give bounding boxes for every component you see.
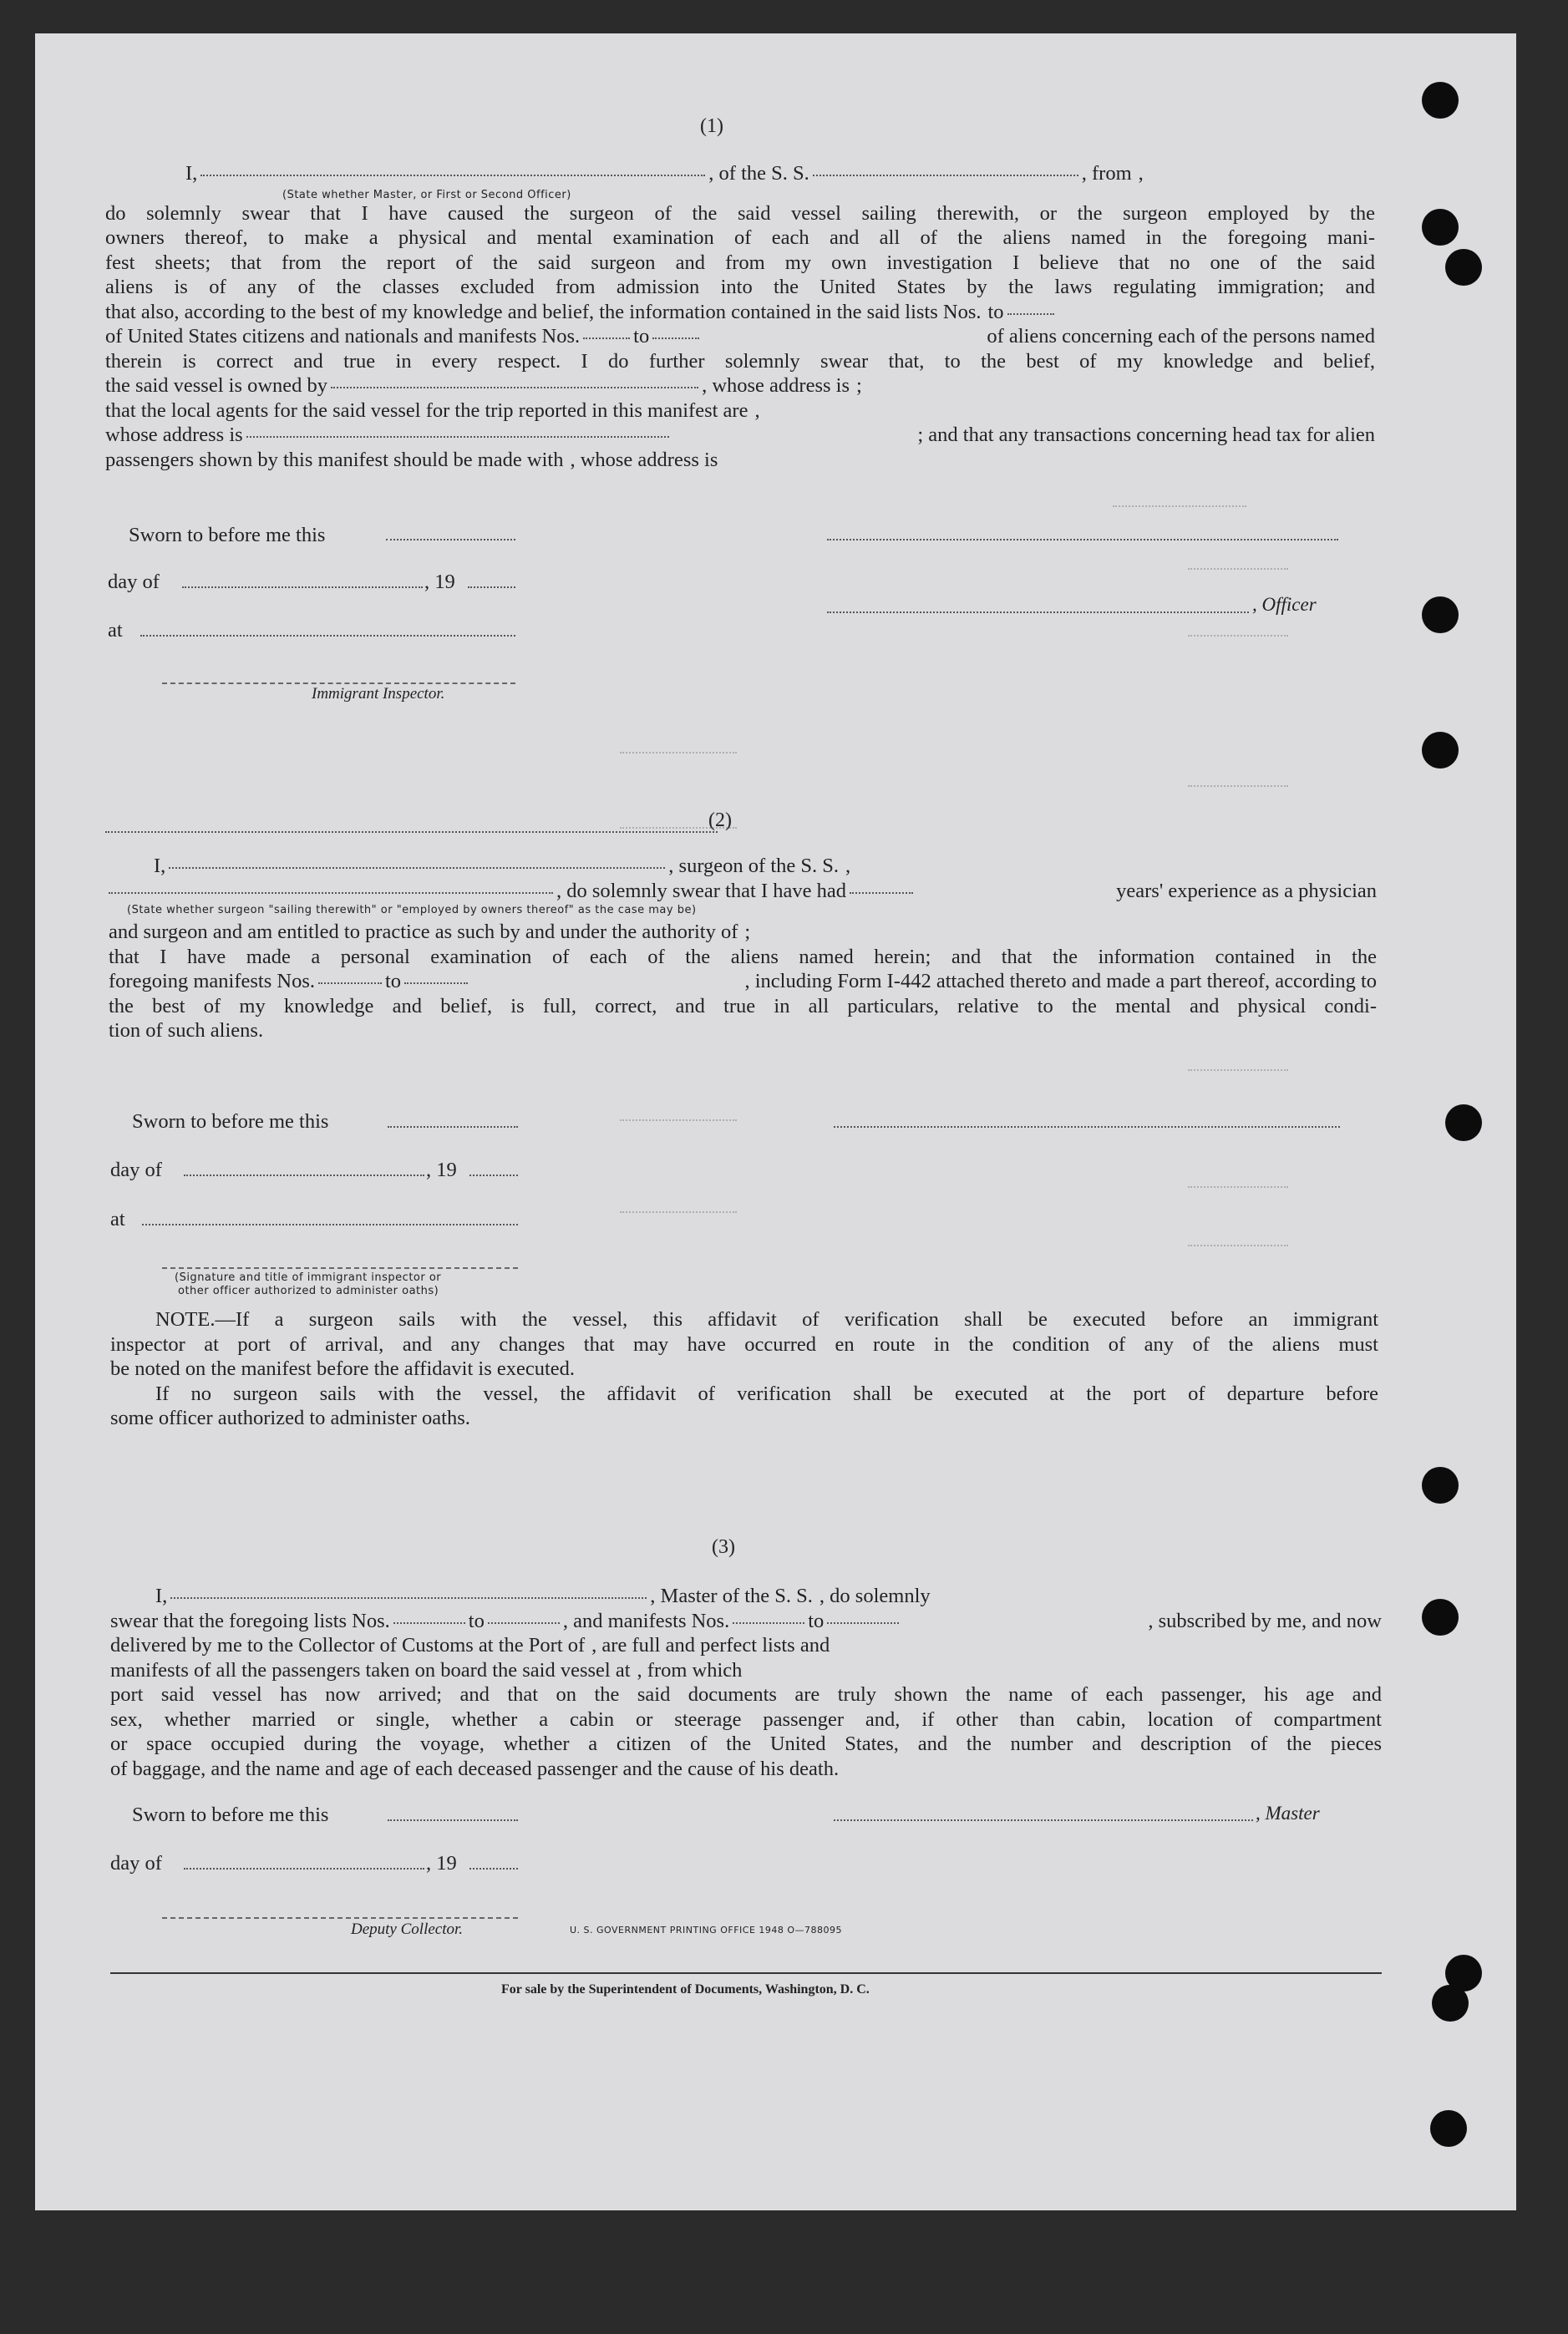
s1-manifests-to-field[interactable] (652, 337, 699, 339)
s2-body-line (109, 1018, 1377, 1043)
section-2-number: (2) (708, 809, 732, 831)
s2-sworn-day-field[interactable] (388, 1126, 518, 1128)
s3-to: to (808, 1609, 825, 1632)
s1-owner-field[interactable] (331, 387, 698, 388)
s2-month-field[interactable] (184, 1175, 424, 1176)
s2-surgeon-ss: , surgeon of the S. S. (668, 855, 840, 877)
s1-to: to (633, 325, 650, 348)
s1-year-field[interactable] (468, 586, 515, 588)
s3-master-caption: , Master (1256, 1803, 1320, 1824)
s3-line-1 (110, 1584, 1382, 1609)
s1-headtax-address-field[interactable] (105, 831, 718, 833)
form-sheet (35, 33, 1516, 2210)
s1-officer-caption: , Officer (1252, 594, 1317, 615)
s2-sworn-label: Sworn to before me this (132, 1110, 329, 1133)
s3-collector-signature-line[interactable] (162, 1917, 518, 1919)
s1-owned-text: the said vessel is owned by (105, 374, 328, 397)
s1-body-line: fest sheets; that from the report of the said surgeon and from my own investigation I believe that no one of the said (105, 251, 1375, 274)
s2-body-line: the best of my knowledge and belief, is full, correct, and true in all particulars, relative to the mental and physical condi- (109, 994, 1377, 1017)
s3-subscribed-text: , subscribed by me, and now (1148, 1609, 1382, 1632)
s2-note-text: be noted on the manifest before the affidavit is executed. (110, 1357, 576, 1380)
s1-year-label: , 19 (424, 571, 455, 593)
s2-line-authority (109, 920, 1377, 945)
s2-body-line: that I have made a personal examination of each of the aliens named herein; and that the information contained in the (109, 945, 1377, 968)
section-3-affidavit (110, 1584, 1382, 1781)
s1-of-ss: , of the S. S. (708, 162, 809, 185)
s2-note-row (109, 903, 1377, 920)
s2-dayof-label: day of (110, 1159, 162, 1181)
show-through-mark (620, 752, 737, 753)
punch-hole (1430, 2110, 1467, 2147)
show-through-mark (1188, 785, 1288, 787)
s1-note-row (105, 186, 1375, 201)
s2-years-field[interactable] (850, 892, 913, 894)
s3-to: to (468, 1609, 485, 1632)
show-through-mark (1188, 1069, 1288, 1071)
s3-manifests-text: , and manifests Nos. (562, 1609, 730, 1632)
s2-surgeon-name-field[interactable] (169, 867, 665, 869)
s2-signature-note: (Signature and title of immigrant inspector or (175, 1271, 442, 1284)
section-1-affidavit (105, 161, 1375, 474)
s2-year-label: , 19 (426, 1159, 457, 1181)
s2-at-label: at (110, 1208, 125, 1230)
s2-i: I, (154, 855, 166, 877)
s1-body-line: do solemnly swear that I have caused the surgeon of the said vessel sailing therewith, or the surgeon employed by the (105, 201, 1375, 225)
s1-body-line: therein is correct and true in every respect. I do further solemnly swear that, to the best of my knowledge and belief, (105, 349, 1375, 373)
s2-semicolon: ; (744, 921, 751, 943)
section-3-number: (3) (712, 1536, 735, 1558)
s2-note-line: If no surgeon sails with the vessel, the affidavit of verification shall be executed at the port of departure before (155, 1382, 1378, 1405)
s2-year-field[interactable] (469, 1175, 518, 1176)
s2-line-1 (109, 854, 1377, 879)
punch-hole (1422, 732, 1459, 769)
s1-headtax-address-label: , whose address is (570, 448, 718, 471)
s3-master-signature-field[interactable] (834, 1819, 1253, 1821)
s3-line-2 (110, 1609, 1382, 1634)
s1-body-line: aliens is of any of the classes excluded from admission into the United States by the laws regulating immigration; and (105, 276, 1375, 298)
punch-hole (1432, 1985, 1469, 2022)
show-through-mark (620, 1211, 737, 1213)
show-through-mark (1188, 635, 1288, 637)
punch-hole (1422, 596, 1459, 633)
s1-line-manifests (105, 324, 1375, 349)
s1-owner-address-label: , whose address is (702, 374, 850, 397)
s1-body-line: owners thereof, to make a physical and mental examination of each and all of the aliens named in the foregoing mani- (105, 226, 1375, 249)
s2-experience-text: years' experience as a physician (1116, 879, 1377, 902)
s1-comma: , (1138, 162, 1144, 185)
s3-boarded-text: manifests of all the passengers taken on board the said vessel at (110, 1658, 631, 1682)
s3-collector-caption: Deputy Collector. (351, 1920, 464, 1938)
s2-status-note: (State whether surgeon "sailing therewith" or "employed by owners thereof" as the case may be) (127, 904, 697, 916)
s2-officer-signature-line[interactable] (162, 1267, 518, 1269)
s1-officer-note: (State whether Master, or First or Second Officer) (282, 188, 571, 201)
s1-vessel-field[interactable] (813, 175, 1078, 176)
s1-inspector-caption: Immigrant Inspector. (312, 685, 445, 703)
section-1-number: (1) (700, 115, 723, 137)
punch-hole (1422, 82, 1459, 119)
s1-at-label: at (108, 619, 123, 642)
s2-signature-note: other officer authorized to administer oaths) (178, 1285, 439, 1297)
s3-i: I, (155, 1585, 168, 1607)
s3-body-line: port said vessel has now arrived; and that on the said documents are truly shown the name of each passenger, his age and (110, 1683, 1382, 1706)
s1-at-field[interactable] (140, 635, 515, 637)
s2-manifests-to-field[interactable] (404, 982, 468, 984)
s3-master-ss: , Master of the S. S. (650, 1585, 813, 1607)
s2-swear-text: , do solemnly swear that I have had (556, 879, 846, 902)
punch-hole (1422, 1599, 1459, 1636)
s3-port-text: delivered by me to the Collector of Customs at the Port of (110, 1634, 586, 1657)
s2-last-line: tion of such aliens. (109, 1019, 264, 1042)
s1-i: I, (185, 162, 198, 185)
s3-body-line (110, 1757, 1382, 1782)
s1-manifests-from-field[interactable] (583, 337, 630, 339)
s1-month-field[interactable] (182, 586, 423, 588)
s1-headtax-text: ; and that any transactions concerning head tax for alien (917, 424, 1375, 446)
s1-sworn-day-field[interactable] (386, 539, 515, 540)
s1-officer-field[interactable] (200, 175, 705, 176)
s1-lists-to-field[interactable] (1007, 313, 1054, 315)
s3-line-3 (110, 1633, 1382, 1658)
s1-manifests-text: of United States citizens and nationals and manifests Nos. (105, 325, 581, 348)
s2-authority-text: and surgeon and am entitled to practice as such by and under the authority of (109, 921, 738, 943)
s1-line-owned (105, 373, 1375, 398)
s2-at-field[interactable] (142, 1224, 518, 1225)
s1-officer-signature-field[interactable] (827, 611, 1249, 613)
s1-inspector-signature-line[interactable] (162, 682, 515, 684)
s2-line-manifests (109, 969, 1377, 994)
s3-master-name-field[interactable] (170, 1597, 647, 1599)
punch-hole (1445, 249, 1482, 286)
s1-agent-address-label: whose address is (105, 424, 243, 446)
s2-comma: , (845, 855, 851, 877)
s2-note-block (110, 1307, 1378, 1431)
s2-note-line: inspector at port of arrival, and any changes that may have occurred en route in the condition of any of the aliens must (110, 1332, 1378, 1356)
s3-body-line: or space occupied during the voyage, whether a citizen of the United States, and the number and description of the pieces (110, 1733, 1382, 1755)
s3-lists-to-field[interactable] (488, 1622, 560, 1624)
s2-note-line (110, 1357, 1378, 1382)
s1-line-headtax (105, 448, 1375, 473)
s1-line-agents (105, 398, 1375, 424)
s2-note-text: some officer authorized to administer oaths. (110, 1407, 470, 1429)
s2-to: to (385, 970, 402, 992)
punch-hole (1422, 1467, 1459, 1504)
s2-note-line (110, 1406, 1378, 1431)
s1-aliens-text: of aliens concerning each of the persons named (987, 325, 1375, 348)
s3-sworn-day-field[interactable] (388, 1819, 518, 1821)
s1-line-agent-address (105, 423, 1375, 448)
show-through-mark (1188, 568, 1288, 570)
s3-manifests-to-field[interactable] (827, 1622, 899, 1624)
s1-comma: , (754, 398, 760, 422)
s3-solemnly: , do solemnly (819, 1585, 931, 1607)
s2-status-field[interactable] (109, 892, 553, 894)
s3-from-which-text: , from which (637, 1658, 743, 1682)
s1-passengers-text: passengers shown by this manifest should be made with (105, 448, 564, 471)
show-through-mark (1113, 505, 1246, 507)
s1-to: to (987, 300, 1004, 323)
s1-semicolon: ; (855, 374, 862, 397)
s3-manifests-from-field[interactable] (733, 1622, 804, 1624)
punch-hole (1445, 1104, 1482, 1141)
s1-agents-text: that the local agents for the said vessel for the trip reported in this manifest are (105, 398, 748, 422)
s3-lists-text: swear that the foregoing lists Nos. (110, 1609, 390, 1632)
s2-form-text: , including Form I-442 attached thereto and made a part thereof, according to (744, 970, 1377, 992)
show-through-mark (620, 1119, 737, 1121)
footer-rule (110, 1972, 1382, 1974)
s1-line-lists (105, 300, 1375, 325)
s1-dayof-label: day of (108, 571, 160, 593)
show-through-mark (1188, 1186, 1288, 1188)
s3-lists-from-field[interactable] (393, 1622, 465, 1624)
s3-body-line: sex, whether married or single, whether a cabin or steerage passenger and, if other than cabin, location of compartment (110, 1707, 1382, 1731)
s1-sworn-label: Sworn to before me this (129, 524, 326, 546)
gpo-imprint: U. S. GOVERNMENT PRINTING OFFICE 1948 O—788095 (570, 1925, 843, 1936)
s3-year-field[interactable] (469, 1868, 518, 1870)
s3-sworn-label: Sworn to before me this (132, 1804, 329, 1826)
s1-lists-text: that also, according to the best of my knowledge and belief, the information contained in the said lists Nos. (105, 300, 982, 323)
s2-signature-field[interactable] (834, 1126, 1340, 1128)
footer-sale-notice: For sale by the Superintendent of Documents, Washington, D. C. (501, 1982, 870, 1997)
s3-dayof-label: day of (110, 1852, 162, 1875)
s3-lists-perfect-text: , are full and perfect lists and (591, 1634, 830, 1657)
s1-from: , from (1081, 162, 1132, 185)
s3-year-label: , 19 (426, 1852, 457, 1875)
show-through-mark (1188, 1245, 1288, 1246)
s2-manifests-from-field[interactable] (318, 982, 382, 984)
punch-hole (1422, 209, 1459, 246)
s2-manifests-text: foregoing manifests Nos. (109, 970, 315, 992)
s3-line-4 (110, 1658, 1382, 1683)
section-2-affidavit (109, 854, 1377, 1043)
s2-note-line: NOTE.—If a surgeon sails with the vessel, this affidavit of verification shall be executed before an immigrant (155, 1308, 1378, 1331)
s3-month-field[interactable] (184, 1868, 424, 1870)
s1-officer-signature-field-top[interactable] (827, 539, 1338, 540)
s1-agent-address-field[interactable] (246, 436, 669, 438)
s3-last-line: of baggage, and the name and age of each deceased passenger and the cause of his death. (110, 1757, 840, 1780)
